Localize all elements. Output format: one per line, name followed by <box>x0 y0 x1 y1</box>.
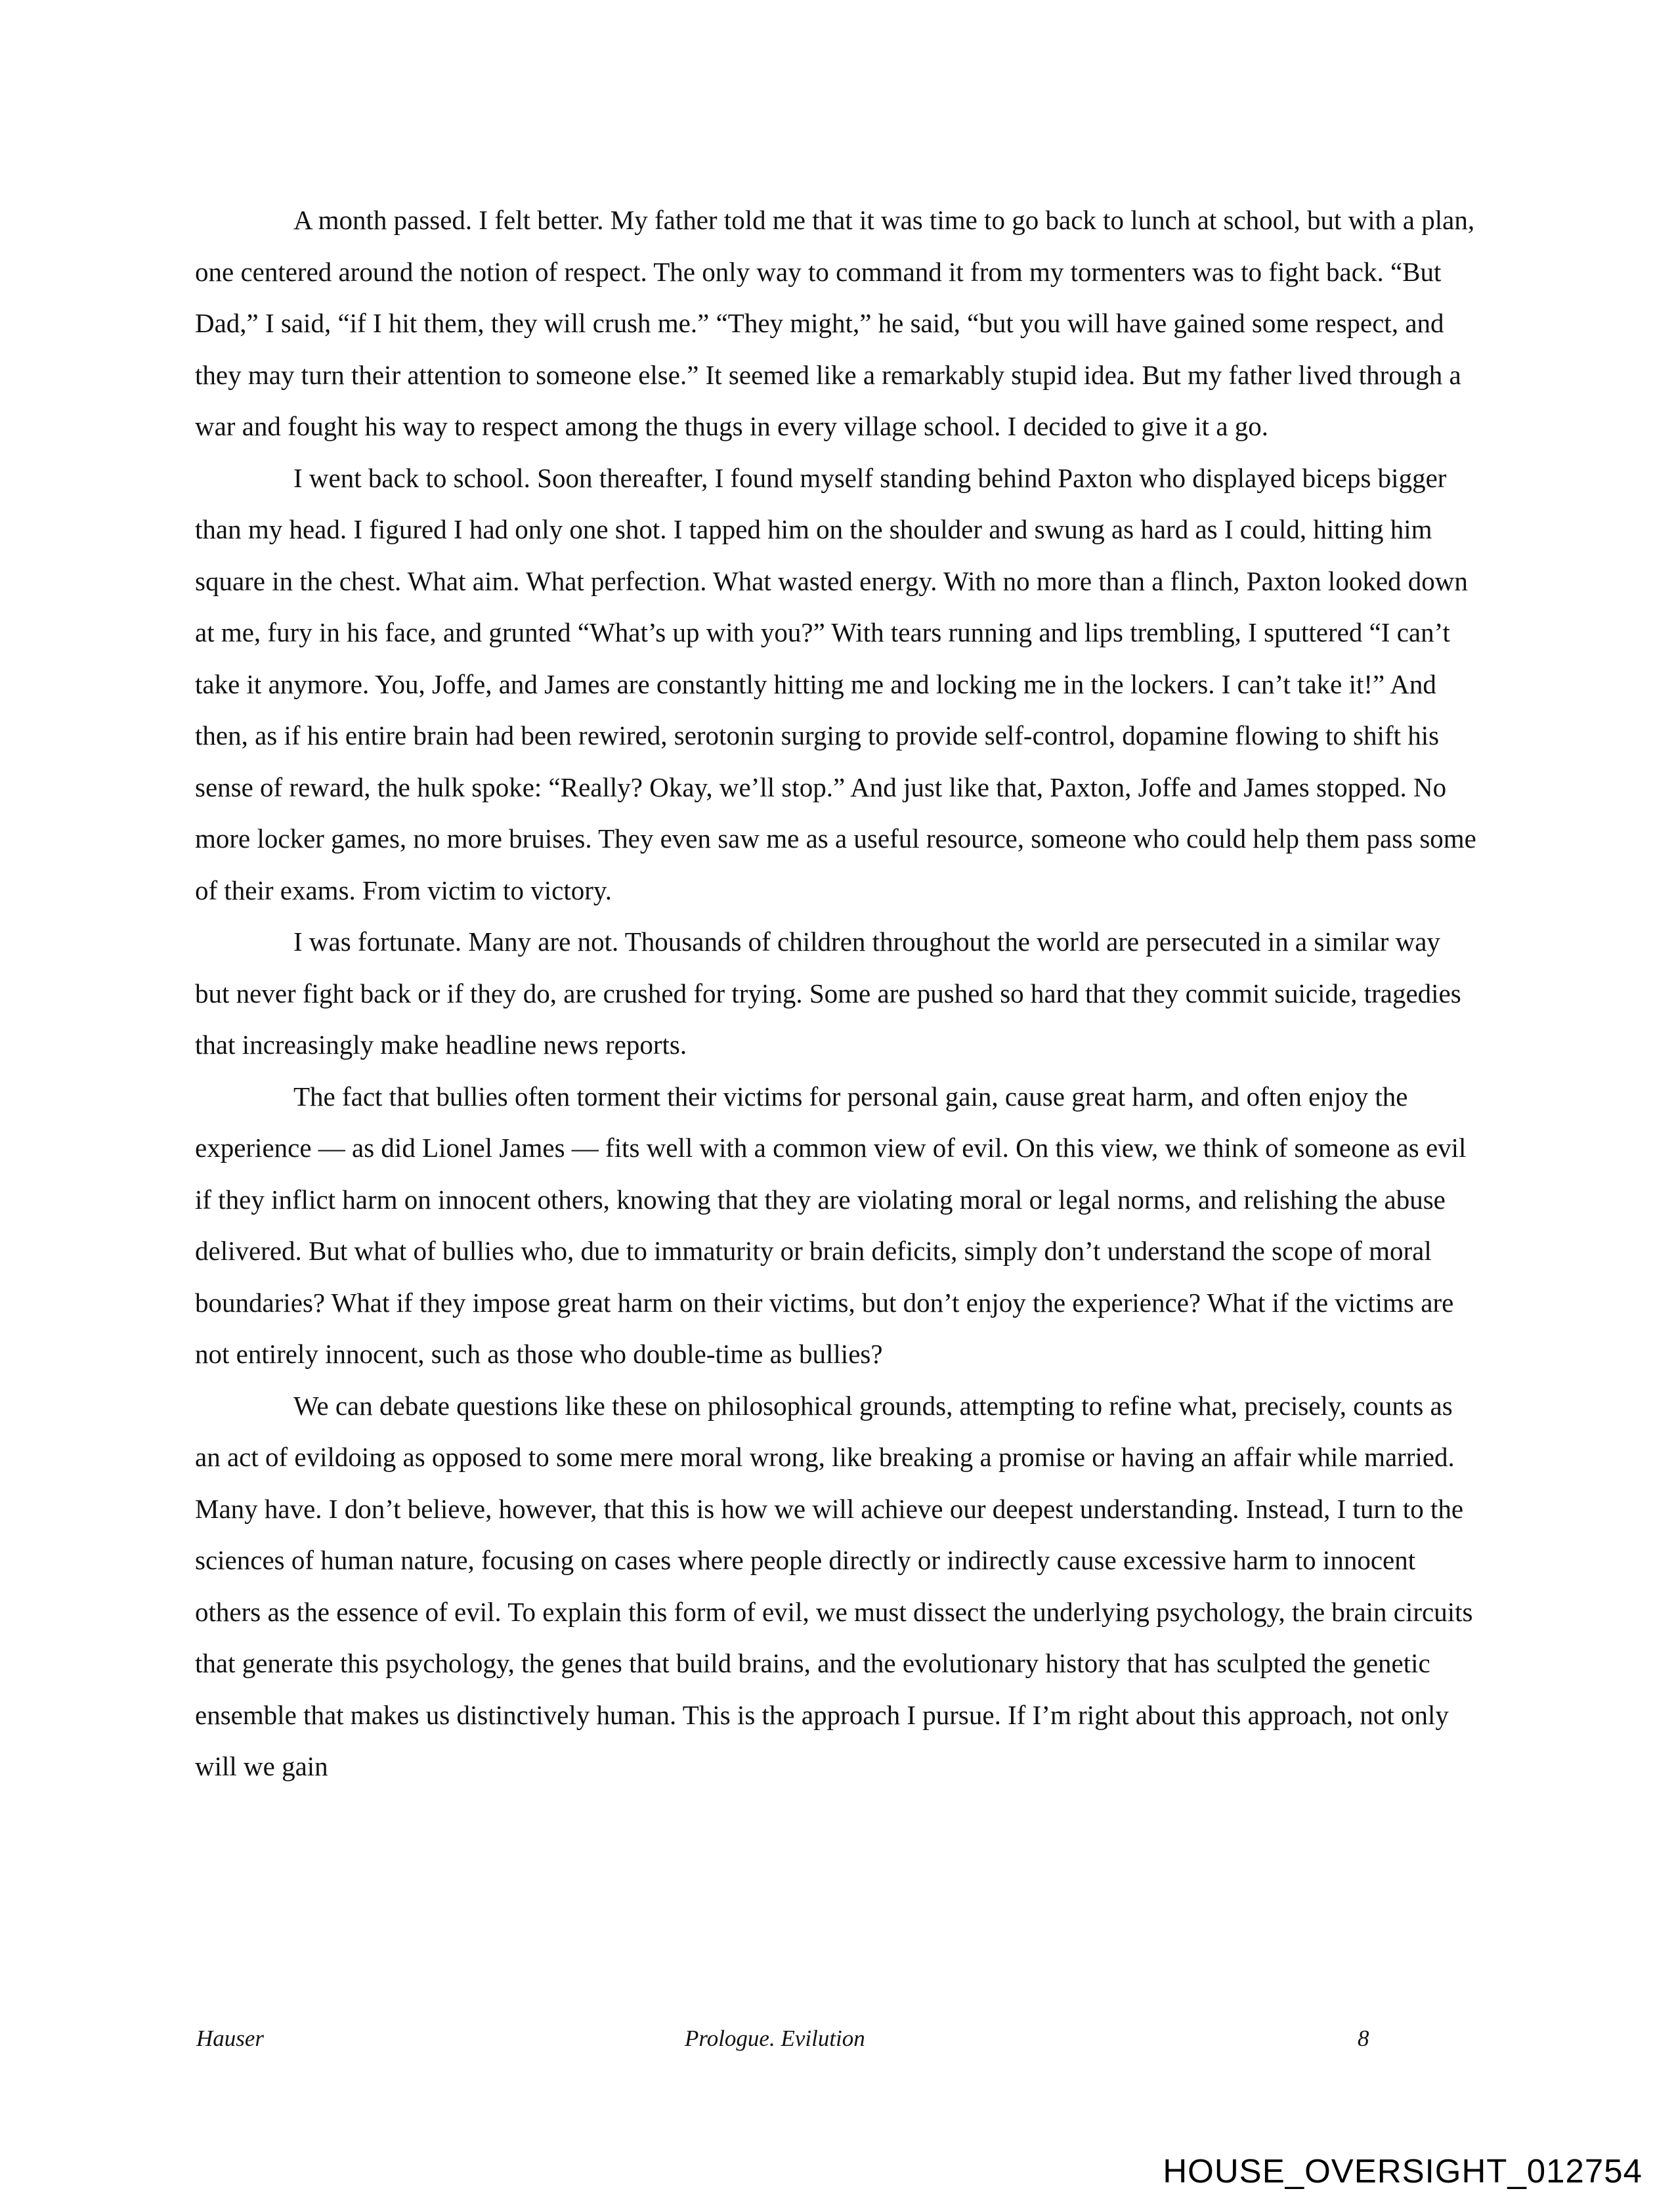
paragraph-1: A month passed. I felt better. My father told me that it was time to go back to lunch at school, but with a plan, one centered around the notion of respect. The only way to command it from my tormenters was to fight back. “But Dad,” I said, “if I hit them, they will crush me.” “They might,” he said, “but you will have gained some respect, and they may turn their attention to someone else.” It seemed like a remarkably stupid idea. But my father lived through a war and fought his way to respect among the thugs in every village school. I decided to give it a go. <box>195 205 1475 441</box>
body-text <box>195 194 1478 1792</box>
paragraph-4: The fact that bullies often torment their victims for personal gain, cause great harm, and often enjoy the experience — as did Lionel James — fits well with a common view of evil. On this view, we think of someone as evil if they inflict harm on innocent others, knowing that they are violating moral or legal norms, and relishing the abuse delivered. But what of bullies who, due to immaturity or brain deficits, simply don’t understand the scope of moral boundaries? What if they impose great harm on their victims, but don’t enjoy the experience? What if the victims are not entirely innocent, such as those who double-time as bullies? <box>195 1081 1467 1369</box>
paragraph-3: I was fortunate. Many are not. Thousands of children throughout the world are persecuted in a similar way but never fight back or if they do, are crushed for trying. Some are pushed so hard that they commit suicide, tragedies that increasingly make headline news reports. <box>195 926 1461 1060</box>
bates-stamp: HOUSE_OVERSIGHT_012754 <box>1163 2152 1642 2190</box>
footer-author: Hauser <box>196 2026 265 2051</box>
footer-page-number: 8 <box>1358 2026 1369 2051</box>
paragraph-2: I went back to school. Soon thereafter, I found myself standing behind Paxton who displayed biceps bigger than my head. I figured I had only one shot. I tapped him on the shoulder and swung as hard as I could, hitting him square in the chest. What aim. What perfection. What wasted energy. With no more than a flinch, Paxton looked down at me, fury in his face, and grunted “What’s up with you?” With tears running and lips trembling, I sputtered “I can’t take it anymore. You, Joffe, and James are constantly hitting me and locking me in the lockers. I can’t take it!” And then, as if his entire brain had been rewired, serotonin surging to provide self-control, dopamine flowing to shift his sense of reward, the hulk spoke: “Really? Okay, we’ll stop.” And just like that, Paxton, Joffe and James stopped. No more locker games, no more bruises. They even saw me as a useful resource, someone who could help them pass some of their exams. From victim to victory. <box>195 462 1476 905</box>
paragraph-5: We can debate questions like these on philosophical grounds, attempting to refine what, precisely, counts as an act of evildoing as opposed to some mere moral wrong, like breaking a promise or having an affair while married. Many have. I don’t believe, however, that this is how we will achieve our deepest understanding. Instead, I turn to the sciences of human nature, focusing on cases where people directly or indirectly cause excessive harm to innocent others as the essence of evil. To explain this form of evil, we must dissect the underlying psychology, the brain circuits that generate this psychology, the genes that build brains, and the evolutionary history that has sculpted the genetic ensemble that makes us distinctively human. This is the approach I pursue. If I’m right about this approach, not only will we gain <box>195 1390 1473 1781</box>
footer-chapter-title: Prologue. Evilution <box>685 2026 865 2051</box>
